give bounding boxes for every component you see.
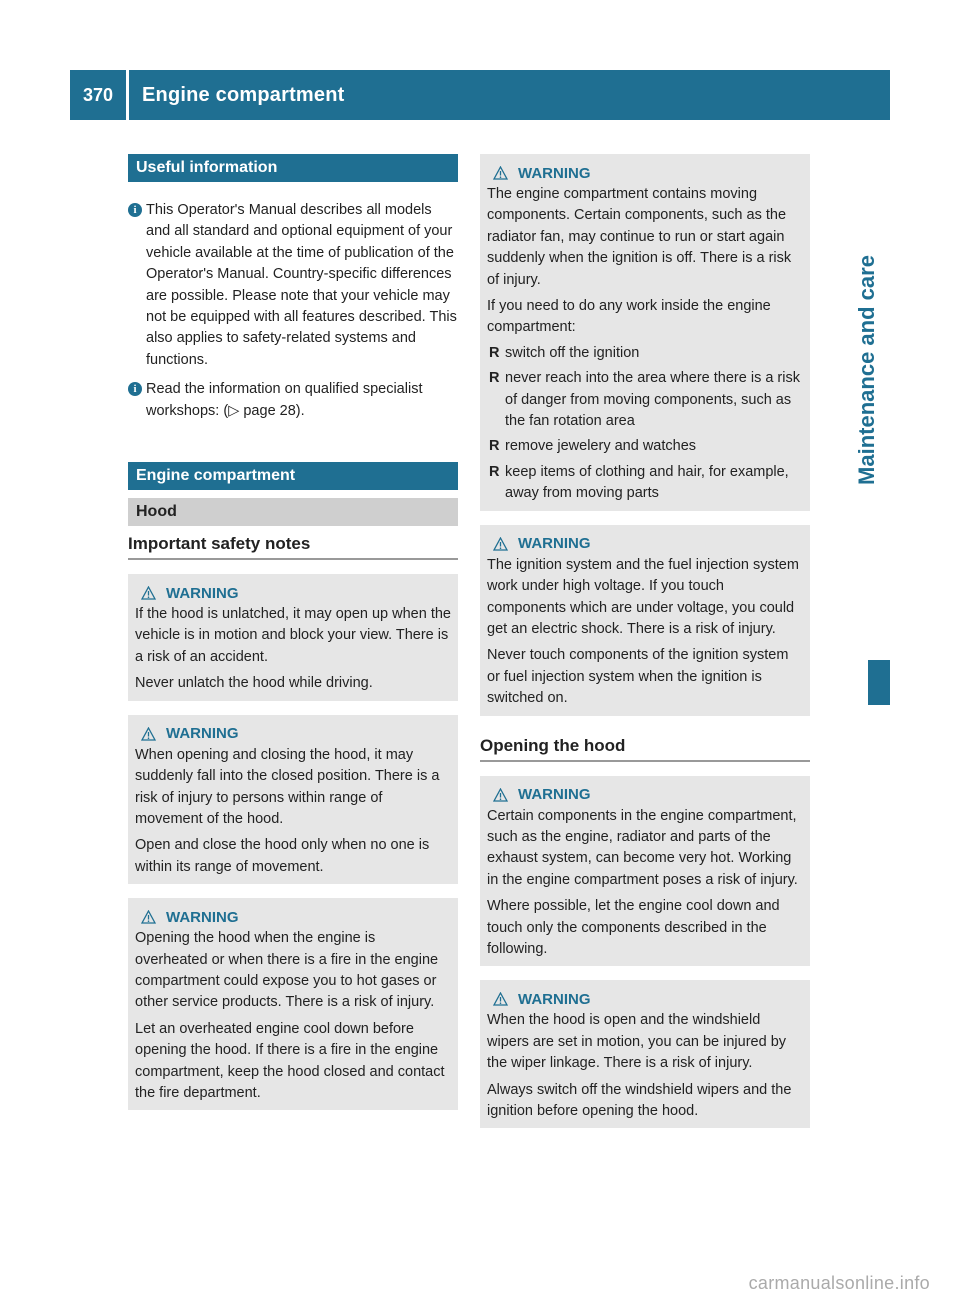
warning-text: The engine compartment contains moving components. Certain components, such as the radiator fan, may continue to run or start again suddenly when the ignition is off. There is a risk of injury. (487, 186, 792, 288)
warning-triangle-icon (493, 788, 508, 802)
warning-title: WARNING (135, 906, 451, 928)
page-number: 370 (82, 84, 114, 105)
info-icon: i (128, 382, 142, 396)
warning-box (480, 525, 810, 716)
warning-title: WARNING (487, 533, 803, 555)
safety-notes-heading: Important safety notes (128, 526, 458, 560)
warning-text: If you need to do any work inside the engine compartment: (487, 298, 771, 336)
warning-text: Open and close the hood only when no one is within its range of movement. (135, 837, 430, 875)
warning-triangle-icon (141, 586, 156, 600)
warning-box (480, 980, 810, 1128)
useful-info-heading: Useful information (128, 154, 458, 182)
opening-hood-heading: Opening the hood (480, 728, 810, 762)
warning-triangle-icon (141, 910, 156, 924)
hood-heading: Hood (128, 498, 458, 526)
warning-triangle-icon (493, 992, 508, 1006)
warning-title: WARNING (135, 723, 451, 745)
warning-text: Never unlatch the hood while driving. (135, 675, 373, 692)
side-tab-label: Maintenance and care (854, 255, 879, 485)
info-block-1 (128, 200, 458, 371)
engine-compartment-heading: Engine compartment (128, 462, 458, 490)
side-tab-label-wrap (845, 100, 889, 640)
warning-triangle-icon (493, 537, 508, 551)
warning-text: Opening the hood when the engine is overheated or when there is a fire in the engine compartment could expose you to hot gases or other service products. There is a risk of injury. (135, 930, 439, 1011)
warning-text: When the hood is open and the windshield wipers are set in motion, you can be injured by the wiper linkage. There is a risk of injury. (487, 1012, 787, 1072)
warning-triangle-icon (141, 727, 156, 741)
bullet-item: R never reach into the area where there is a risk of danger from moving components, such as the fan rotation area (489, 370, 800, 430)
left-column (128, 154, 458, 1110)
warning-box (480, 776, 810, 967)
warning-text: When opening and closing the hood, it may suddenly fall into the closed position. There is a risk of injury to persons within range of movement of the hood. (135, 746, 440, 827)
bullet-item: R remove jewelery and watches (489, 438, 697, 455)
warning-text: If the hood is unlatched, it may open up when the vehicle is in motion and block your view. There is a risk of an accident. (135, 606, 451, 665)
warning-triangle-icon (493, 166, 508, 180)
warning-text: The ignition system and the fuel injection system work under high voltage. If you touch components which are under voltage, you could get an electric shock. There is a risk of injury. (487, 556, 799, 637)
warning-text: Let an overheated engine cool down before opening the hood. If there is a fire in the engine compartment, keep the hood closed and contact the fire department. (135, 1020, 445, 1101)
warning-text: Always switch off the windshield wipers and the ignition before opening the hood. (487, 1081, 792, 1119)
page-title: Engine compartment (142, 83, 345, 106)
info-block-2 (128, 379, 458, 422)
info-text-2: Read the information on qualified specialist workshops: (▷ page 28). (146, 381, 423, 419)
warning-box (128, 574, 458, 701)
warning-text: Certain components in the engine compartment, such as the engine, radiator and parts of the exhaust system, can become very hot. Working in the engine compartment poses a risk of injury. (487, 807, 798, 888)
warning-box (480, 154, 810, 511)
header-divider (126, 70, 129, 120)
warning-box (128, 898, 458, 1110)
warning-title: WARNING (487, 988, 803, 1010)
side-tab-marker (868, 660, 890, 705)
warning-title: WARNING (487, 162, 803, 184)
warning-box (128, 715, 458, 884)
bullet-item: R switch off the ignition (489, 344, 640, 361)
warning-title: WARNING (487, 784, 803, 806)
watermark: carmanualsonline.info (748, 1273, 930, 1293)
info-text-1: This Operator's Manual describes all models and all standard and optional equipment of your vehicle available at the time of publication of the Operator's Manual. Country-specific differences are possible. Please note that your vehicle may not be equipped with all features described. This also applies to safety-related systems and functions. (146, 202, 457, 368)
warning-text: Where possible, let the engine cool down and touch only the components described in the following. (487, 898, 780, 957)
right-column (480, 154, 810, 1128)
bullet-item: R keep items of clothing and hair, for example, away from moving parts (489, 463, 789, 502)
warning-text: Never touch components of the ignition system or fuel injection system when the ignition is switched on. (487, 647, 789, 707)
info-icon: i (128, 203, 142, 217)
page-header (70, 70, 890, 120)
warning-title: WARNING (135, 582, 451, 604)
